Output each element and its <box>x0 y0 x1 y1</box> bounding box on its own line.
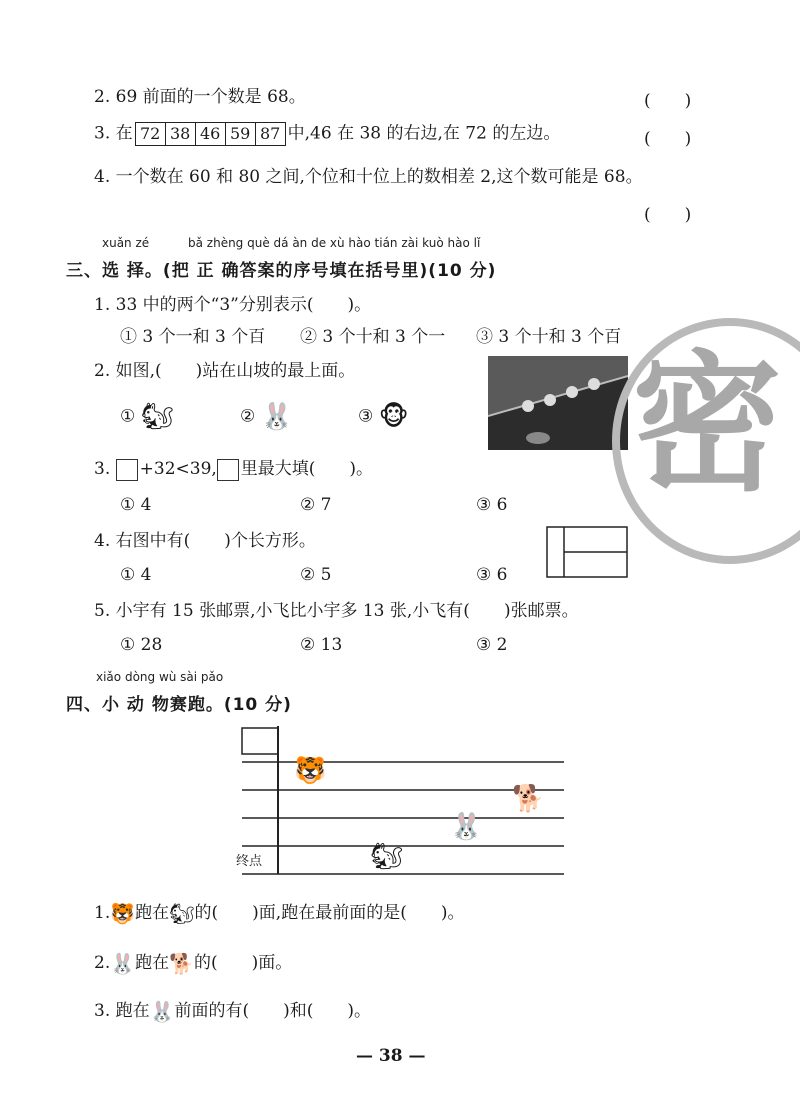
choice-q4-option: ② 5 <box>300 565 332 585</box>
choice-q2-option <box>358 404 409 430</box>
choice-q2-option <box>120 404 174 430</box>
monkey-icon: 🐵 <box>378 402 409 432</box>
rabbit-icon: 🐰 <box>260 402 294 432</box>
tiger-icon: 🐯 <box>294 756 327 786</box>
race-q2-text-b: 的( )面。 <box>194 953 293 973</box>
tiger-icon: 🐯 <box>110 901 136 926</box>
section4-heading: 四、小 动 物赛跑。(10 分) <box>66 695 292 715</box>
race-q2 <box>94 952 292 975</box>
race-q3 <box>94 1000 371 1023</box>
choice-q4: 4. 右图中有( )个长方形。 <box>94 531 316 551</box>
choice-q1-option: ① 3 个一和 3 个百 <box>120 327 266 347</box>
number-cell: 87 <box>259 124 281 143</box>
page-number: — 38 — <box>356 1046 426 1066</box>
pinyin-xuanze: xuǎn zé <box>102 236 150 250</box>
race-q1 <box>94 902 464 925</box>
choice-q5: 5. 小宇有 15 张邮票,小飞比小宇多 13 张,小飞有( )张邮票。 <box>94 601 579 621</box>
choice-q5-option: ② 13 <box>300 635 343 655</box>
rabbit-icon: 🐰 <box>110 951 136 976</box>
number-cell: 72 <box>136 123 166 145</box>
choice-q2-option <box>240 404 293 430</box>
race-q1-text-b: 的( )面,跑在最前面的是( )。 <box>194 903 465 923</box>
answer-paren[interactable]: ( ) <box>644 205 692 225</box>
squirrel-icon: 🐿 <box>169 901 195 926</box>
judge-q2: 2. 69 前面的一个数是 68。 <box>94 87 306 107</box>
choice-q4-option: ① 4 <box>120 565 152 585</box>
race-q1-number: 1. <box>94 903 111 923</box>
judge-q3-suffix: 中,46 在 38 的右边,在 72 的左边。 <box>287 123 561 144</box>
pinyin-section4: xiǎo dòng wù sài pǎo <box>96 670 224 684</box>
race-q1-text-a: 跑在 <box>135 903 170 923</box>
number-row-box <box>135 122 286 146</box>
choice-q3-option: ② 7 <box>300 495 332 515</box>
judge-q4: 4. 一个数在 60 和 80 之间,个位和十位上的数相差 2,这个数可能是 68。 <box>94 167 643 187</box>
option-label: ③ <box>358 406 374 427</box>
number-cell: 38 <box>166 123 196 145</box>
choice-q3-expr: +32<39, <box>139 459 217 479</box>
answer-paren[interactable]: ( ) <box>644 91 692 111</box>
choice-q1-option: ③ 3 个十和 3 个百 <box>476 327 622 347</box>
hill-drawing <box>488 356 628 450</box>
choice-q3-tail: 里最大填( )。 <box>240 459 374 479</box>
judge-q3 <box>94 122 560 146</box>
rabbit-icon: 🐰 <box>149 999 175 1024</box>
rabbit-icon: 🐰 <box>450 812 483 842</box>
choice-q4-option: ③ 6 <box>476 565 508 585</box>
choice-q5-option: ③ 2 <box>476 635 508 655</box>
squirrel-icon: 🐿 <box>370 842 404 872</box>
section3-heading: 三、选 择。(把 正 确答案的序号填在括号里)(10 分) <box>66 261 497 281</box>
squirrel-icon: 🐿 <box>140 402 174 432</box>
blank-box <box>116 459 138 481</box>
hill-illustration <box>488 356 628 450</box>
race-q2-text-a: 跑在 <box>135 953 170 973</box>
choice-q3-option: ③ 6 <box>476 495 508 515</box>
choice-q5-option: ① 28 <box>120 635 163 655</box>
number-cell: 46 <box>196 123 226 145</box>
dog-icon: 🐕 <box>169 951 195 976</box>
option-label: ① <box>120 406 136 427</box>
option-label: ② <box>240 406 256 427</box>
number-cell: 59 <box>226 123 256 145</box>
judge-q3-prefix: 3. 在 <box>94 123 133 144</box>
pinyin-instruction: bǎ zhèng què dá àn de xù hào tián zài kuò hào lǐ <box>188 236 481 250</box>
choice-q1: 1. 33 中的两个“3”分别表示( )。 <box>94 295 372 315</box>
choice-q3 <box>94 458 373 481</box>
choice-q3-number: 3. <box>94 459 111 479</box>
choice-q3-option: ① 4 <box>120 495 152 515</box>
race-q3-text-b: 前面的有( )和( )。 <box>174 1001 372 1021</box>
blank-box <box>217 459 239 481</box>
dog-icon: 🐕 <box>512 784 545 814</box>
choice-q1-option: ② 3 个十和 3 个一 <box>300 327 446 347</box>
choice-q2: 2. 如图,( )站在山坡的最上面。 <box>94 361 356 381</box>
finish-label: 终点 <box>236 854 263 869</box>
answer-paren[interactable]: ( ) <box>644 129 692 149</box>
seal-character: 密 <box>632 338 783 512</box>
race-q2-number: 2. <box>94 953 111 973</box>
rectangle-figure <box>546 526 630 580</box>
race-q3-text-a: 3. 跑在 <box>94 1001 150 1021</box>
